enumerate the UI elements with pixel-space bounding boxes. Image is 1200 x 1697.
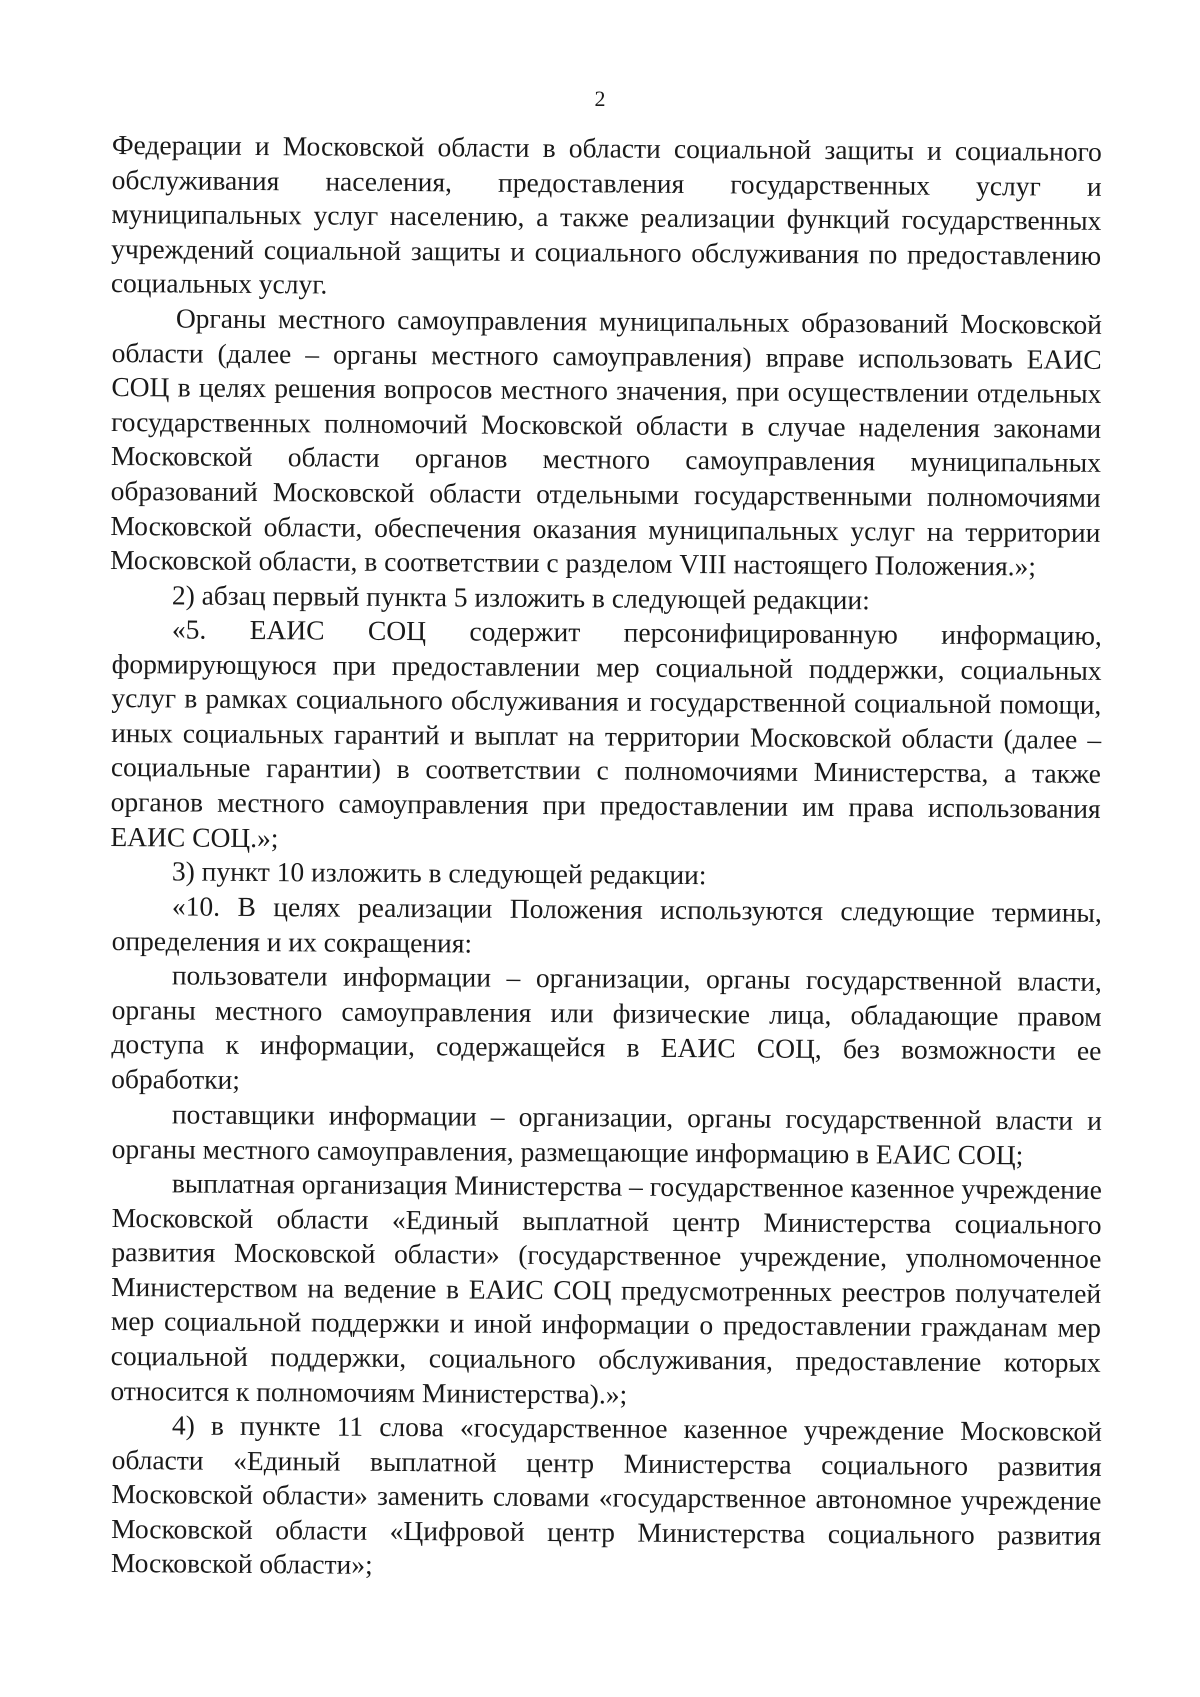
paragraph-3: 2) абзац первый пункта 5 изложить в следующей редакции: (171, 579, 870, 616)
paragraph-5: 3) пункт 10 изложить в следующей редакции: (171, 855, 707, 891)
paragraph-10: 4) в пункте 11 слова «государственное казенное учреждение Московской области «Единый выплатной центр Министерства социального развития Московской области» заменить словами «государственное автономное учреждение Московской области «Цифровой центр Министерства социального развития Московской области»; (110, 1409, 1102, 1581)
page-number: 2 (594, 86, 606, 111)
paragraph-1: Федерации и Московской области в области социальной защиты и социального обслуживания населения, предоставления государственных услуг и муниципальных услуг населению, а также реализации функций государственных учреждений социальной защиты и социального обслуживания по предоставлению социальных услуг. (110, 128, 1102, 300)
paragraph-8: поставщики информации – организации, органы государственной власти и органы местного самоуправления, размещающие информацию в ЕАИС СОЦ; (111, 1098, 1102, 1170)
paragraph-2: Органы местного самоуправления муниципальных образований Московской области (далее – органы местного самоуправления) вправе использовать ЕАИС СОЦ в целях решения вопросов местного значения, при осуществлении отдельных государственных полномочий Московской области в случае наделения законами Московской области органов местного самоуправления муниципальных образований Московской области отдельными государственными полномочиями Московской области, обеспечения оказания муниципальных услуг на территории Московской области, в соответствии с разделом VIII настоящего Положения.»; (110, 302, 1102, 582)
paragraph-7: пользователи информации – организации, органы государственной власти, органы местного самоуправления или физические лица, обладающие правом доступа к информации, содержащейся в ЕАИС СОЦ, без возможности ее обработки; (111, 959, 1102, 1095)
paragraph-6: «10. В целях реализации Положения используются следующие термины, определения и их сокращения: (111, 890, 1102, 959)
paragraph-4: «5. ЕАИС СОЦ содержит персонифицированную информацию, формирующуюся при предоставлении мер социальной поддержки, социальных услуг в рамках социального обслуживания и государственной социальной помощи, иных социальных гарантий и выплат на территории Московской области (далее – социальные гарантии) в соответствии с полномочиями Министерства, а также органов местного самоуправления при предоставлении им права использования ЕАИС СОЦ.»; (110, 613, 1102, 854)
document-body (112, 128, 1102, 1581)
paragraph-9: выплатная организация Министерства – государственное казенное учреждение Московской области «Единый выплатной центр Министерства социального развития Московской области» (государственное учреждение, уполномоченное Министерством на ведение в ЕАИС СОЦ предусмотренных реестров получателей мер социальной поддержки и иной информации о предоставлении гражданам мер социальной поддержки, социального обслуживания, предоставление которых относится к полномочиям Министерства).»; (110, 1167, 1102, 1409)
